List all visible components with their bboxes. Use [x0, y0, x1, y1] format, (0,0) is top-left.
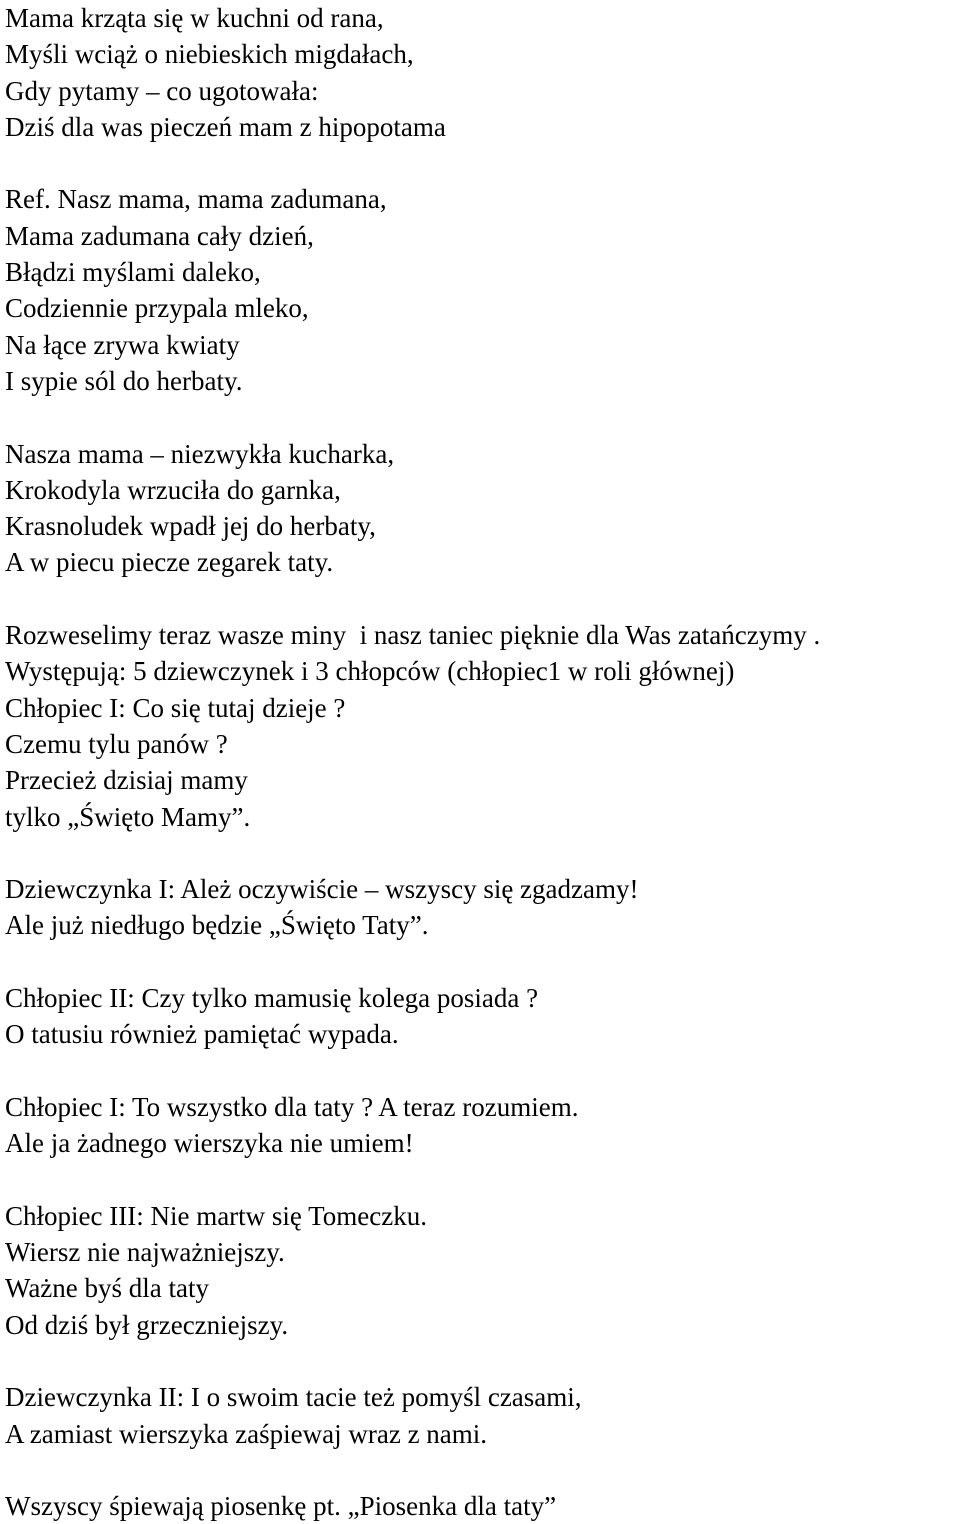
text-line: I sypie sól do herbaty. [5, 365, 243, 396]
text-line: Chłopiec II: Czy tylko mamusię kolega posiada ? [5, 983, 539, 1014]
stanza [5, 617, 955, 835]
refrain-stanza [5, 181, 955, 399]
text-line: Codziennie przypala mleko, [5, 293, 309, 324]
text-line: Na łące zrywa kwiaty [5, 329, 240, 360]
text-line: Mama krząta się w kuchni od rana, [5, 3, 384, 33]
stanza [5, 980, 955, 1053]
text-line: Wszyscy śpiewają piosenkę pt. „Piosenka dla taty” [5, 1491, 557, 1522]
text-line: Krasnoludek wpadł jej do herbaty, [5, 511, 376, 542]
document-page [5, 0, 955, 1524]
text-line: Dziś dla was pieczeń mam z hipopotama [5, 111, 446, 142]
stanza [5, 1198, 955, 1343]
text-line: Chłopiec III: Nie martw się Tomeczku. [5, 1200, 427, 1231]
text-line: Ale już niedługo będzie „Święto Taty”. [5, 910, 429, 941]
text-line: Nasza mama – niezwykła kucharka, [5, 438, 395, 469]
text-line: Czemu tylu panów ? [5, 728, 228, 759]
text-line: O tatusiu również pamiętać wypada. [5, 1019, 399, 1050]
text-line: Ważne byś dla taty [5, 1273, 210, 1304]
text-line: Ref. Nasz mama, mama zadumana, [5, 184, 387, 215]
stanza [5, 436, 955, 581]
text-line: Dziewczynka II: I o swoim tacie też pomyśl czasami, [5, 1382, 582, 1413]
text-line: Gdy pytamy – co ugotowała: [5, 75, 319, 106]
text-line: Chłopiec I: To wszystko dla taty ? A teraz rozumiem. [5, 1091, 579, 1122]
stanza [5, 0, 955, 145]
text-line: Rozweselimy teraz wasze miny i nasz taniec pięknie dla Was zatańczymy . [5, 620, 821, 651]
stanza [5, 1089, 955, 1162]
text-line: Przecież dzisiaj mamy [5, 765, 248, 796]
text-line: A zamiast wierszyka zaśpiewaj wraz z nami. [5, 1418, 488, 1449]
text-line: Myśli wciąż o niebieskich migdałach, [5, 39, 414, 70]
stanza [5, 1379, 955, 1452]
text-line: Występują: 5 dziewczynek i 3 chłopców (chłopiec1 w roli głównej) [5, 656, 735, 687]
text-line: Mama zadumana cały dzień, [5, 220, 314, 251]
text-line: tylko „Święto Mamy”. [5, 801, 251, 832]
text-line: Błądzi myślami daleko, [5, 257, 261, 288]
text-line: Chłopiec I: Co się tutaj dzieje ? [5, 692, 346, 723]
text-line: Od dziś był grzeczniejszy. [5, 1309, 289, 1340]
text-line: Ale ja żadnego wierszyka nie umiem! [5, 1128, 414, 1159]
text-line: A w piecu piecze zegarek taty. [5, 547, 334, 578]
text-line: Wiersz nie najważniejszy. [5, 1237, 285, 1268]
stanza [5, 1488, 955, 1524]
stanza [5, 871, 955, 944]
text-line: Dziewczynka I: Ależ oczywiście – wszyscy się zgadzamy! [5, 874, 639, 905]
text-line: Krokodyla wrzuciła do garnka, [5, 474, 341, 505]
